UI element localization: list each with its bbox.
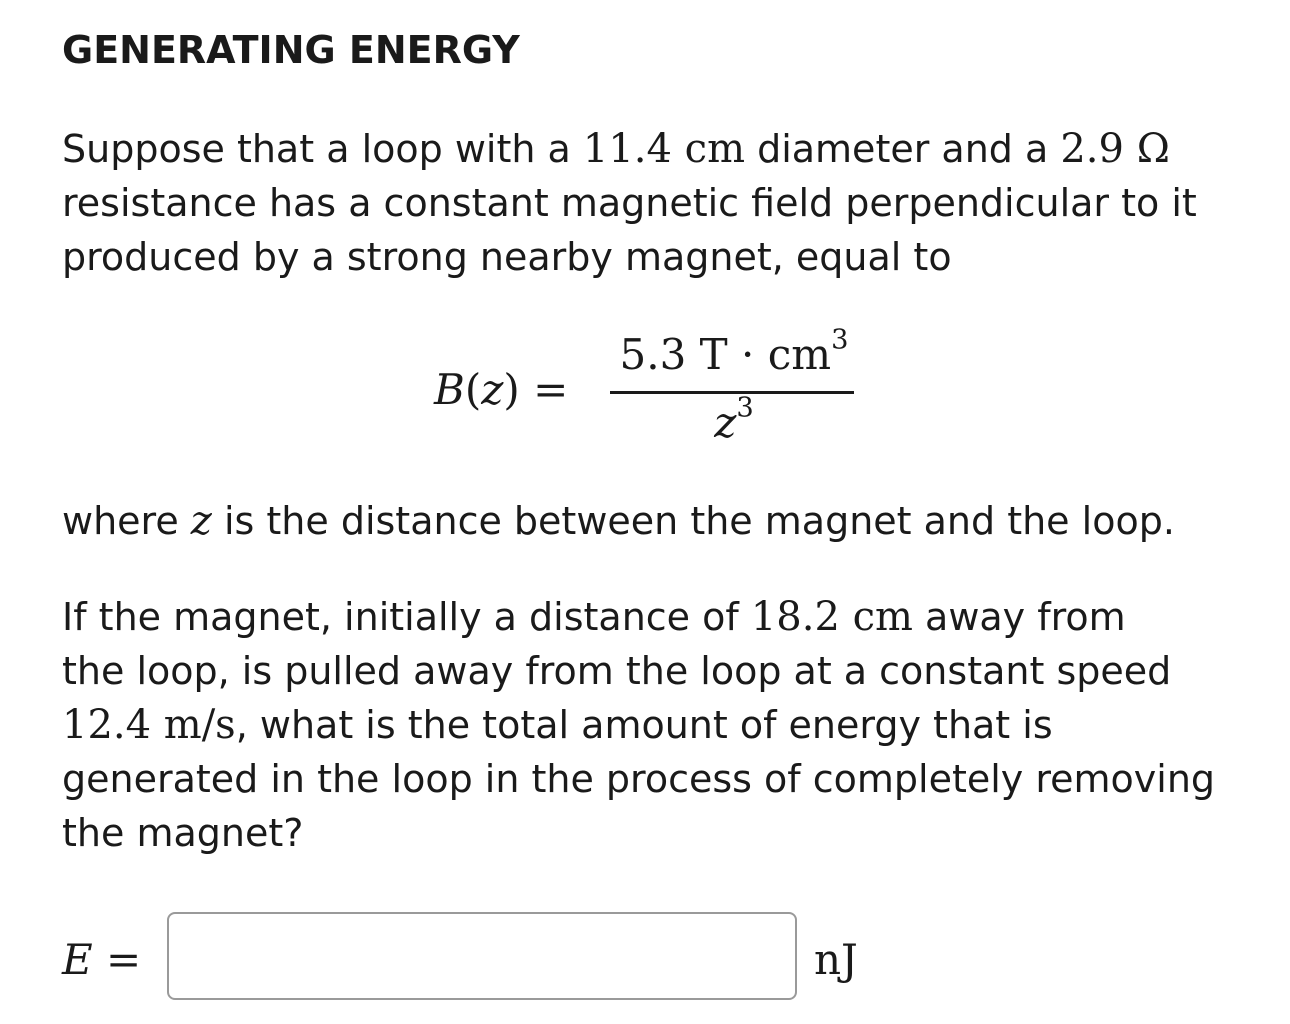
denominator-exponent: 3 [736, 392, 754, 424]
intro-line-3: produced by a strong nearby magnet, equal to [62, 235, 952, 279]
problem-intro [62, 122, 1197, 284]
answer-label [62, 935, 141, 984]
formula-var: z [481, 365, 504, 414]
loop-diameter: 11.4 cm [582, 126, 745, 172]
question-line-2: the loop, is pulled away from the loop at a constant speed [62, 649, 1172, 693]
fraction-bar [610, 391, 854, 394]
denominator-var: z [714, 398, 737, 447]
formula-lhs [434, 365, 568, 414]
question-line-5: the magnet? [62, 811, 304, 855]
problem-question [62, 590, 1215, 860]
pull-speed: 12.4 m/s [62, 702, 236, 748]
energy-answer-input[interactable] [167, 912, 797, 1000]
question-line-4: generated in the loop in the process of completely removing [62, 757, 1216, 801]
question-text: away from [912, 595, 1126, 639]
answer-equals: = [92, 935, 142, 984]
definition-text: is the distance between the magnet and the loop. [211, 499, 1175, 543]
question-text: If the magnet, initially a distance of [62, 595, 751, 639]
answer-var: E [62, 935, 93, 984]
definition-line [62, 494, 1175, 548]
intro-text: Suppose that a loop with a [62, 127, 583, 171]
definition-text: where [62, 499, 191, 543]
formula-paren-open: ( [464, 365, 482, 414]
magnetic-field-formula [62, 320, 1252, 460]
formula-denominator [614, 392, 854, 447]
formula-numerator [614, 324, 854, 379]
definition-var: z [190, 498, 212, 544]
answer-unit: nJ [814, 935, 858, 984]
question-line-3 [62, 698, 1215, 752]
formula-func: B [434, 365, 465, 414]
formula-paren-close: ) = [503, 365, 569, 414]
numerator-text: 5.3 T · cm [619, 330, 832, 379]
question-line-1 [62, 590, 1215, 644]
intro-text: diameter and a [745, 127, 1061, 171]
variable-definition [62, 494, 1175, 548]
loop-resistance: 2.9 Ω [1060, 126, 1170, 172]
initial-distance: 18.2 cm [750, 594, 913, 640]
numerator-exponent: 3 [831, 324, 849, 356]
intro-line-1 [62, 122, 1197, 176]
question-text: , what is the total amount of energy that is [235, 703, 1053, 747]
intro-line-2: resistance has a constant magnetic field perpendicular to it [62, 181, 1197, 225]
page-title: GENERATING ENERGY [62, 28, 520, 72]
